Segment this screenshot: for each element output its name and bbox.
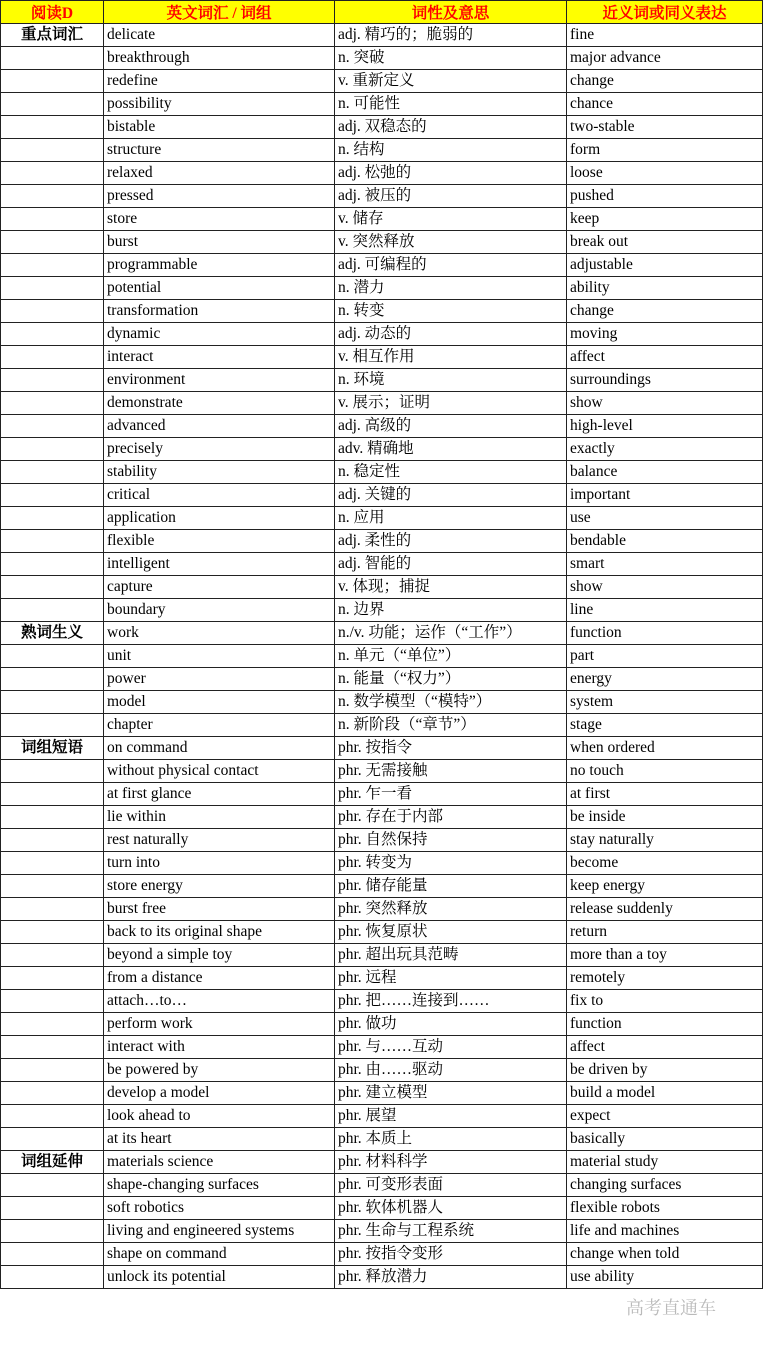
- header-row: [1, 1, 763, 24]
- category-cell: [1, 438, 104, 461]
- header-synonym: 近义词或同义表达: [567, 1, 763, 24]
- meaning-cell: phr. 展望: [335, 1105, 567, 1128]
- category-cell: [1, 231, 104, 254]
- synonym-cell: more than a toy: [567, 944, 763, 967]
- word-cell: unit: [104, 645, 335, 668]
- table-row: [1, 484, 763, 507]
- synonym-cell: show: [567, 576, 763, 599]
- synonym-cell: become: [567, 852, 763, 875]
- synonym-cell: function: [567, 622, 763, 645]
- word-cell: look ahead to: [104, 1105, 335, 1128]
- category-cell: [1, 1266, 104, 1289]
- word-cell: store energy: [104, 875, 335, 898]
- synonym-cell: keep energy: [567, 875, 763, 898]
- word-cell: at first glance: [104, 783, 335, 806]
- meaning-cell: adj. 动态的: [335, 323, 567, 346]
- category-cell: [1, 645, 104, 668]
- header-section: 阅读D: [1, 1, 104, 24]
- synonym-cell: affect: [567, 1036, 763, 1059]
- word-cell: application: [104, 507, 335, 530]
- synonym-cell: change: [567, 70, 763, 93]
- word-cell: redefine: [104, 70, 335, 93]
- synonym-cell: ability: [567, 277, 763, 300]
- category-cell: 词组延伸: [1, 1151, 104, 1174]
- synonym-cell: keep: [567, 208, 763, 231]
- meaning-cell: phr. 建立模型: [335, 1082, 567, 1105]
- word-cell: chapter: [104, 714, 335, 737]
- word-cell: soft robotics: [104, 1197, 335, 1220]
- table-row: [1, 530, 763, 553]
- category-cell: [1, 576, 104, 599]
- meaning-cell: phr. 突然释放: [335, 898, 567, 921]
- synonym-cell: expect: [567, 1105, 763, 1128]
- word-cell: capture: [104, 576, 335, 599]
- synonym-cell: two-stable: [567, 116, 763, 139]
- category-cell: [1, 185, 104, 208]
- word-cell: from a distance: [104, 967, 335, 990]
- table-row: [1, 346, 763, 369]
- word-cell: back to its original shape: [104, 921, 335, 944]
- table-row: [1, 231, 763, 254]
- category-cell: [1, 323, 104, 346]
- word-cell: on command: [104, 737, 335, 760]
- table-row: [1, 300, 763, 323]
- word-cell: potential: [104, 277, 335, 300]
- category-cell: [1, 507, 104, 530]
- word-cell: turn into: [104, 852, 335, 875]
- meaning-cell: adv. 精确地: [335, 438, 567, 461]
- category-cell: [1, 599, 104, 622]
- table-row: [1, 461, 763, 484]
- synonym-cell: important: [567, 484, 763, 507]
- table-row: [1, 1105, 763, 1128]
- meaning-cell: v. 体现；捕捉: [335, 576, 567, 599]
- header-word: 英文词汇 / 词组: [104, 1, 335, 24]
- table-row: [1, 806, 763, 829]
- table-row: [1, 1082, 763, 1105]
- word-cell: structure: [104, 139, 335, 162]
- meaning-cell: phr. 生命与工程系统: [335, 1220, 567, 1243]
- category-cell: [1, 484, 104, 507]
- meaning-cell: v. 展示；证明: [335, 392, 567, 415]
- synonym-cell: be inside: [567, 806, 763, 829]
- watermark-text: 高考直通车: [626, 1298, 716, 1319]
- table-row: [1, 599, 763, 622]
- word-cell: stability: [104, 461, 335, 484]
- meaning-cell: phr. 做功: [335, 1013, 567, 1036]
- category-cell: [1, 415, 104, 438]
- table-row: [1, 1128, 763, 1151]
- synonym-cell: stage: [567, 714, 763, 737]
- synonym-cell: fine: [567, 24, 763, 47]
- synonym-cell: smart: [567, 553, 763, 576]
- synonym-cell: use: [567, 507, 763, 530]
- table-row: [1, 691, 763, 714]
- word-cell: rest naturally: [104, 829, 335, 852]
- word-cell: boundary: [104, 599, 335, 622]
- meaning-cell: v. 相互作用: [335, 346, 567, 369]
- table-row: [1, 898, 763, 921]
- table-row: [1, 668, 763, 691]
- table-row: [1, 1243, 763, 1266]
- category-cell: [1, 691, 104, 714]
- meaning-cell: phr. 材料科学: [335, 1151, 567, 1174]
- meaning-cell: phr. 超出玩具范畴: [335, 944, 567, 967]
- category-cell: [1, 668, 104, 691]
- category-cell: [1, 208, 104, 231]
- synonym-cell: at first: [567, 783, 763, 806]
- category-cell: [1, 116, 104, 139]
- word-cell: flexible: [104, 530, 335, 553]
- synonym-cell: energy: [567, 668, 763, 691]
- table-body: [1, 24, 763, 1289]
- meaning-cell: adj. 被压的: [335, 185, 567, 208]
- category-cell: [1, 139, 104, 162]
- table-row: [1, 1013, 763, 1036]
- category-cell: [1, 898, 104, 921]
- category-cell: [1, 47, 104, 70]
- synonym-cell: use ability: [567, 1266, 763, 1289]
- table-row: [1, 760, 763, 783]
- meaning-cell: adj. 智能的: [335, 553, 567, 576]
- word-cell: possibility: [104, 93, 335, 116]
- meaning-cell: phr. 软体机器人: [335, 1197, 567, 1220]
- word-cell: shape on command: [104, 1243, 335, 1266]
- table-row: [1, 737, 763, 760]
- synonym-cell: flexible robots: [567, 1197, 763, 1220]
- word-cell: critical: [104, 484, 335, 507]
- meaning-cell: n./v. 功能；运作（“工作”）: [335, 622, 567, 645]
- synonym-cell: balance: [567, 461, 763, 484]
- table-row: [1, 783, 763, 806]
- synonym-cell: part: [567, 645, 763, 668]
- category-cell: [1, 760, 104, 783]
- word-cell: breakthrough: [104, 47, 335, 70]
- synonym-cell: form: [567, 139, 763, 162]
- category-cell: 重点词汇: [1, 24, 104, 47]
- synonym-cell: show: [567, 392, 763, 415]
- table-row: [1, 875, 763, 898]
- meaning-cell: adj. 双稳态的: [335, 116, 567, 139]
- word-cell: perform work: [104, 1013, 335, 1036]
- synonym-cell: be driven by: [567, 1059, 763, 1082]
- word-cell: bistable: [104, 116, 335, 139]
- word-cell: model: [104, 691, 335, 714]
- synonym-cell: break out: [567, 231, 763, 254]
- table-row: [1, 277, 763, 300]
- meaning-cell: n. 结构: [335, 139, 567, 162]
- meaning-cell: n. 应用: [335, 507, 567, 530]
- word-cell: transformation: [104, 300, 335, 323]
- word-cell: advanced: [104, 415, 335, 438]
- table-row: [1, 553, 763, 576]
- word-cell: develop a model: [104, 1082, 335, 1105]
- category-cell: [1, 944, 104, 967]
- synonym-cell: exactly: [567, 438, 763, 461]
- synonym-cell: life and machines: [567, 1220, 763, 1243]
- category-cell: [1, 1036, 104, 1059]
- table-row: [1, 116, 763, 139]
- synonym-cell: when ordered: [567, 737, 763, 760]
- table-row: [1, 208, 763, 231]
- table-row: [1, 93, 763, 116]
- synonym-cell: material study: [567, 1151, 763, 1174]
- category-cell: [1, 392, 104, 415]
- meaning-cell: adj. 关键的: [335, 484, 567, 507]
- word-cell: interact: [104, 346, 335, 369]
- category-cell: [1, 277, 104, 300]
- synonym-cell: major advance: [567, 47, 763, 70]
- synonym-cell: adjustable: [567, 254, 763, 277]
- table-row: [1, 323, 763, 346]
- meaning-cell: n. 能量（“权力”）: [335, 668, 567, 691]
- meaning-cell: phr. 储存能量: [335, 875, 567, 898]
- category-cell: [1, 1105, 104, 1128]
- category-cell: [1, 1174, 104, 1197]
- table-row: [1, 70, 763, 93]
- table-row: [1, 1174, 763, 1197]
- word-cell: burst free: [104, 898, 335, 921]
- meaning-cell: adj. 松弛的: [335, 162, 567, 185]
- word-cell: programmable: [104, 254, 335, 277]
- meaning-cell: n. 边界: [335, 599, 567, 622]
- meaning-cell: v. 储存: [335, 208, 567, 231]
- category-cell: [1, 829, 104, 852]
- meaning-cell: phr. 与……互动: [335, 1036, 567, 1059]
- word-cell: unlock its potential: [104, 1266, 335, 1289]
- word-cell: lie within: [104, 806, 335, 829]
- word-cell: without physical contact: [104, 760, 335, 783]
- meaning-cell: n. 数学模型（“模特”）: [335, 691, 567, 714]
- synonym-cell: chance: [567, 93, 763, 116]
- synonym-cell: line: [567, 599, 763, 622]
- meaning-cell: n. 可能性: [335, 93, 567, 116]
- table-row: [1, 139, 763, 162]
- meaning-cell: n. 突破: [335, 47, 567, 70]
- word-cell: living and engineered systems: [104, 1220, 335, 1243]
- meaning-cell: phr. 把……连接到……: [335, 990, 567, 1013]
- synonym-cell: loose: [567, 162, 763, 185]
- word-cell: materials science: [104, 1151, 335, 1174]
- category-cell: [1, 461, 104, 484]
- table-row: [1, 576, 763, 599]
- category-cell: [1, 852, 104, 875]
- meaning-cell: n. 单元（“单位”）: [335, 645, 567, 668]
- meaning-cell: phr. 无需接触: [335, 760, 567, 783]
- table-row: [1, 392, 763, 415]
- table-row: [1, 944, 763, 967]
- category-cell: [1, 254, 104, 277]
- meaning-cell: adj. 柔性的: [335, 530, 567, 553]
- category-cell: [1, 714, 104, 737]
- category-cell: [1, 346, 104, 369]
- word-cell: work: [104, 622, 335, 645]
- table-row: [1, 645, 763, 668]
- category-cell: [1, 1243, 104, 1266]
- table-row: [1, 415, 763, 438]
- word-cell: beyond a simple toy: [104, 944, 335, 967]
- word-cell: relaxed: [104, 162, 335, 185]
- synonym-cell: pushed: [567, 185, 763, 208]
- table-row: [1, 185, 763, 208]
- synonym-cell: stay naturally: [567, 829, 763, 852]
- meaning-cell: phr. 转变为: [335, 852, 567, 875]
- category-cell: 熟词生义: [1, 622, 104, 645]
- meaning-cell: adj. 可编程的: [335, 254, 567, 277]
- meaning-cell: n. 环境: [335, 369, 567, 392]
- word-cell: environment: [104, 369, 335, 392]
- synonym-cell: basically: [567, 1128, 763, 1151]
- word-cell: demonstrate: [104, 392, 335, 415]
- meaning-cell: phr. 恢复原状: [335, 921, 567, 944]
- synonym-cell: change: [567, 300, 763, 323]
- meaning-cell: phr. 存在于内部: [335, 806, 567, 829]
- meaning-cell: phr. 释放潜力: [335, 1266, 567, 1289]
- synonym-cell: surroundings: [567, 369, 763, 392]
- meaning-cell: v. 重新定义: [335, 70, 567, 93]
- meaning-cell: adj. 高级的: [335, 415, 567, 438]
- table-row: [1, 967, 763, 990]
- word-cell: power: [104, 668, 335, 691]
- table-row: [1, 507, 763, 530]
- synonym-cell: changing surfaces: [567, 1174, 763, 1197]
- meaning-cell: phr. 本质上: [335, 1128, 567, 1151]
- meaning-cell: v. 突然释放: [335, 231, 567, 254]
- meaning-cell: phr. 按指令: [335, 737, 567, 760]
- category-cell: [1, 1082, 104, 1105]
- word-cell: shape-changing surfaces: [104, 1174, 335, 1197]
- category-cell: [1, 990, 104, 1013]
- meaning-cell: n. 稳定性: [335, 461, 567, 484]
- synonym-cell: moving: [567, 323, 763, 346]
- category-cell: [1, 806, 104, 829]
- category-cell: [1, 875, 104, 898]
- word-cell: intelligent: [104, 553, 335, 576]
- table-row: [1, 829, 763, 852]
- synonym-cell: change when told: [567, 1243, 763, 1266]
- meaning-cell: n. 潜力: [335, 277, 567, 300]
- meaning-cell: n. 新阶段（“章节”）: [335, 714, 567, 737]
- table-row: [1, 921, 763, 944]
- word-cell: attach…to…: [104, 990, 335, 1013]
- category-cell: [1, 369, 104, 392]
- meaning-cell: n. 转变: [335, 300, 567, 323]
- word-cell: delicate: [104, 24, 335, 47]
- synonym-cell: return: [567, 921, 763, 944]
- meaning-cell: phr. 自然保持: [335, 829, 567, 852]
- table-row: [1, 1059, 763, 1082]
- synonym-cell: no touch: [567, 760, 763, 783]
- table-row: [1, 24, 763, 47]
- header-meaning: 词性及意思: [335, 1, 567, 24]
- category-cell: [1, 1197, 104, 1220]
- synonym-cell: release suddenly: [567, 898, 763, 921]
- category-cell: [1, 1013, 104, 1036]
- table-row: [1, 714, 763, 737]
- word-cell: be powered by: [104, 1059, 335, 1082]
- synonym-cell: affect: [567, 346, 763, 369]
- word-cell: pressed: [104, 185, 335, 208]
- word-cell: interact with: [104, 1036, 335, 1059]
- meaning-cell: phr. 远程: [335, 967, 567, 990]
- table-row: [1, 1266, 763, 1289]
- table-row: [1, 47, 763, 70]
- category-cell: [1, 1128, 104, 1151]
- meaning-cell: phr. 乍一看: [335, 783, 567, 806]
- category-cell: 词组短语: [1, 737, 104, 760]
- table-row: [1, 1036, 763, 1059]
- table-row: [1, 1220, 763, 1243]
- word-cell: dynamic: [104, 323, 335, 346]
- category-cell: [1, 783, 104, 806]
- category-cell: [1, 921, 104, 944]
- table-row: [1, 162, 763, 185]
- table-row: [1, 852, 763, 875]
- word-cell: burst: [104, 231, 335, 254]
- category-cell: [1, 70, 104, 93]
- synonym-cell: remotely: [567, 967, 763, 990]
- synonym-cell: build a model: [567, 1082, 763, 1105]
- category-cell: [1, 162, 104, 185]
- table-row: [1, 1151, 763, 1174]
- table-row: [1, 369, 763, 392]
- word-cell: precisely: [104, 438, 335, 461]
- table-row: [1, 438, 763, 461]
- category-cell: [1, 1220, 104, 1243]
- meaning-cell: phr. 由……驱动: [335, 1059, 567, 1082]
- word-cell: store: [104, 208, 335, 231]
- table-row: [1, 622, 763, 645]
- category-cell: [1, 1059, 104, 1082]
- synonym-cell: system: [567, 691, 763, 714]
- synonym-cell: high-level: [567, 415, 763, 438]
- table-row: [1, 1197, 763, 1220]
- table-row: [1, 254, 763, 277]
- synonym-cell: fix to: [567, 990, 763, 1013]
- meaning-cell: phr. 按指令变形: [335, 1243, 567, 1266]
- synonym-cell: bendable: [567, 530, 763, 553]
- category-cell: [1, 93, 104, 116]
- table-row: [1, 990, 763, 1013]
- category-cell: [1, 553, 104, 576]
- word-cell: at its heart: [104, 1128, 335, 1151]
- meaning-cell: phr. 可变形表面: [335, 1174, 567, 1197]
- category-cell: [1, 530, 104, 553]
- category-cell: [1, 300, 104, 323]
- category-cell: [1, 967, 104, 990]
- synonym-cell: function: [567, 1013, 763, 1036]
- meaning-cell: adj. 精巧的；脆弱的: [335, 24, 567, 47]
